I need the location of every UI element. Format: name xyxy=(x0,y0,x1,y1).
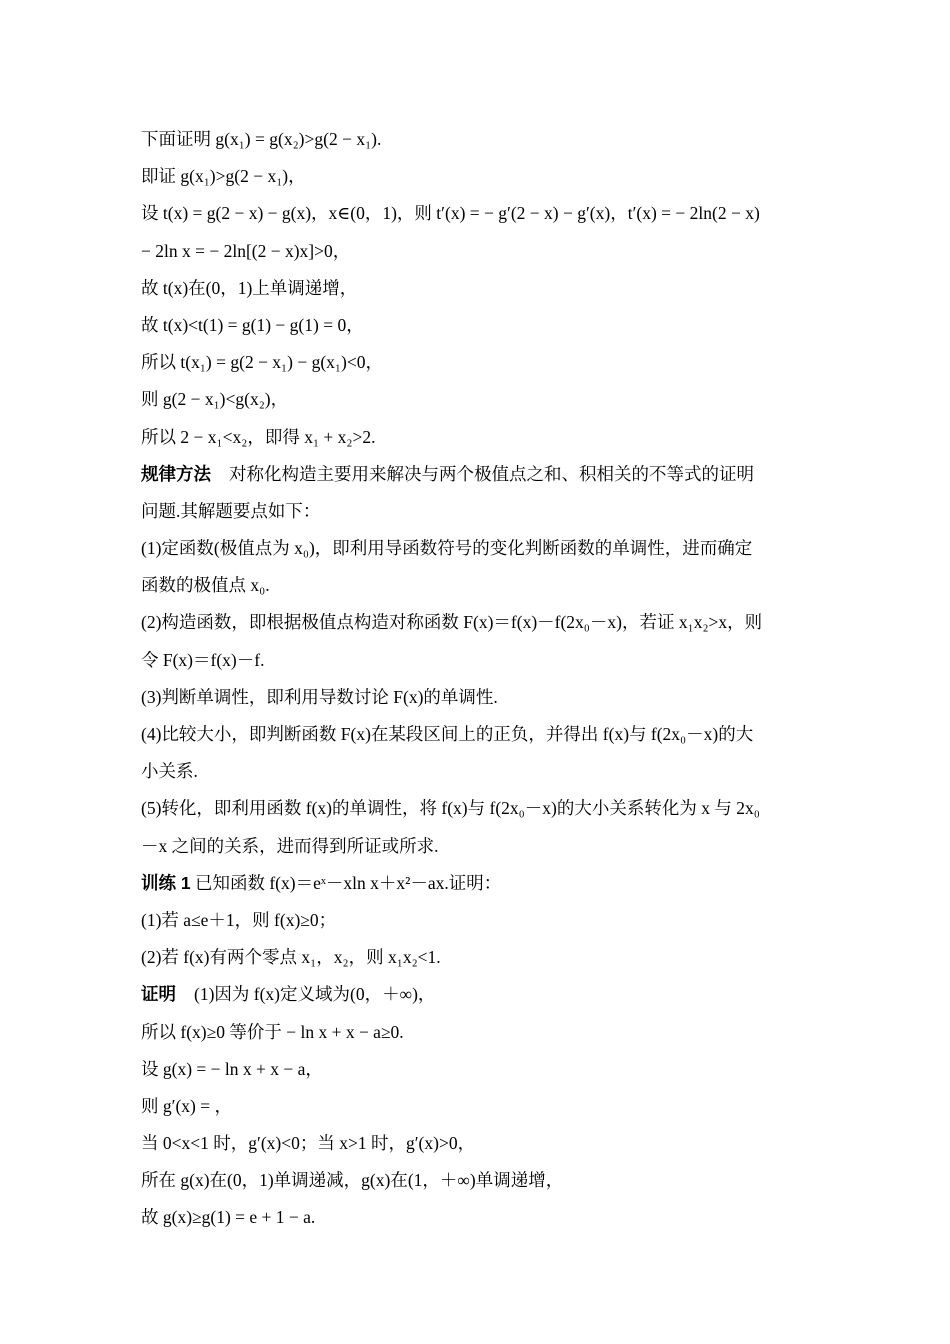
proof-line: 则 g′(x) = ， xyxy=(141,1095,232,1116)
exercise-line: (2)若 f(x)有两个零点 x₁，x₂，则 x₁x₂<1. xyxy=(141,947,441,968)
text-line: − 2ln x = − 2ln[(2 − x)x]>0， xyxy=(141,240,351,261)
proof-first-line xyxy=(141,976,811,1013)
proof-line: 设 g(x) = − ln x + x − a， xyxy=(141,1058,323,1079)
method-line: (2)构造函数，即根据极值点构造对称函数 F(x)＝f(x)－f(2x₀－x)，若证 x₁x₂>x，则 xyxy=(141,612,763,633)
text-line: 则 g(2 − x₁)<g(x₂)， xyxy=(141,389,289,410)
proof-line: 所在 g(x)在(0，1)单调递减，g(x)在(1，＋∞)单调递增， xyxy=(141,1170,564,1191)
method-line: (1)定函数(极值点为 x₀)，即利用导函数符号的变化判断函数的单调性，进而确定 xyxy=(141,538,753,559)
text-line: 即证 g(x₁)>g(2 − x₁)， xyxy=(141,166,306,187)
text-line: 故 t(x)在(0，1)上单调递增， xyxy=(141,277,358,298)
exercise-first-text: 已知函数 f(x)＝eˣ－xln x＋x²－ax.证明： xyxy=(194,872,502,893)
method-line: 小关系. xyxy=(141,761,198,782)
method-heading: 规律方法 xyxy=(141,463,211,484)
text-line: 设 t(x) = g(2 − x) − g(x)，x∈(0，1)，则 t′(x) = − g′(2 − x) − g′(x)，t′(x) = − 2ln(2 − x) xyxy=(141,203,760,224)
exercise-line: (1)若 a≤e＋1，则 f(x)≥0； xyxy=(141,909,337,930)
proof-first-text: (1)因为 f(x)定义域为(0，＋∞)， xyxy=(194,984,436,1005)
exercise-first-line xyxy=(141,865,811,902)
text-line: 所以 2 − x₁<x₂，即得 x₁ + x₂>2. xyxy=(141,426,376,447)
method-line: 函数的极值点 x₀. xyxy=(141,575,270,596)
method-line: 问题.其解题要点如下： xyxy=(141,500,321,521)
text-line: 下面证明 g(x₁) = g(x₂)>g(2 − x₁). xyxy=(141,129,382,149)
method-line: －x 之间的关系，进而得到所证或所求. xyxy=(141,835,439,856)
method-line: (4)比较大小，即判断函数 F(x)在某段区间上的正负，并得出 f(x)与 f(2x₀－x)的大 xyxy=(141,724,754,744)
document-body xyxy=(141,121,811,1237)
proof-line: 故 g(x)≥g(1) = e + 1 − a. xyxy=(141,1207,316,1228)
method-line: (5)转化，即利用函数 f(x)的单调性，将 f(x)与 f(2x₀－x)的大小关系转化为 x 与 2x₀ xyxy=(141,798,760,819)
proof-heading: 证明 xyxy=(141,984,176,1005)
method-line: (3)判断单调性，即利用导数讨论 F(x)的单调性. xyxy=(141,686,498,707)
method-line: 令 F(x)＝f(x)－f. xyxy=(141,649,265,670)
method-first-line xyxy=(141,456,811,493)
exercise-heading: 训练 1 xyxy=(141,872,191,893)
proof-line: 所以 f(x)≥0 等价于 − ln x + x − a≥0. xyxy=(141,1021,404,1042)
method-first-text: 对称化构造主要用来解决与两个极值点之和、积相关的不等式的证明 xyxy=(229,463,754,484)
text-line: 所以 t(x₁) = g(2 − x₁) − g(x₁)<0， xyxy=(141,352,383,373)
proof-line: 当 0<x<1 时，g′(x)<0；当 x>1 时，g′(x)>0， xyxy=(141,1133,476,1154)
text-line: 故 t(x)<t(1) = g(1) − g(1) = 0， xyxy=(141,314,364,335)
